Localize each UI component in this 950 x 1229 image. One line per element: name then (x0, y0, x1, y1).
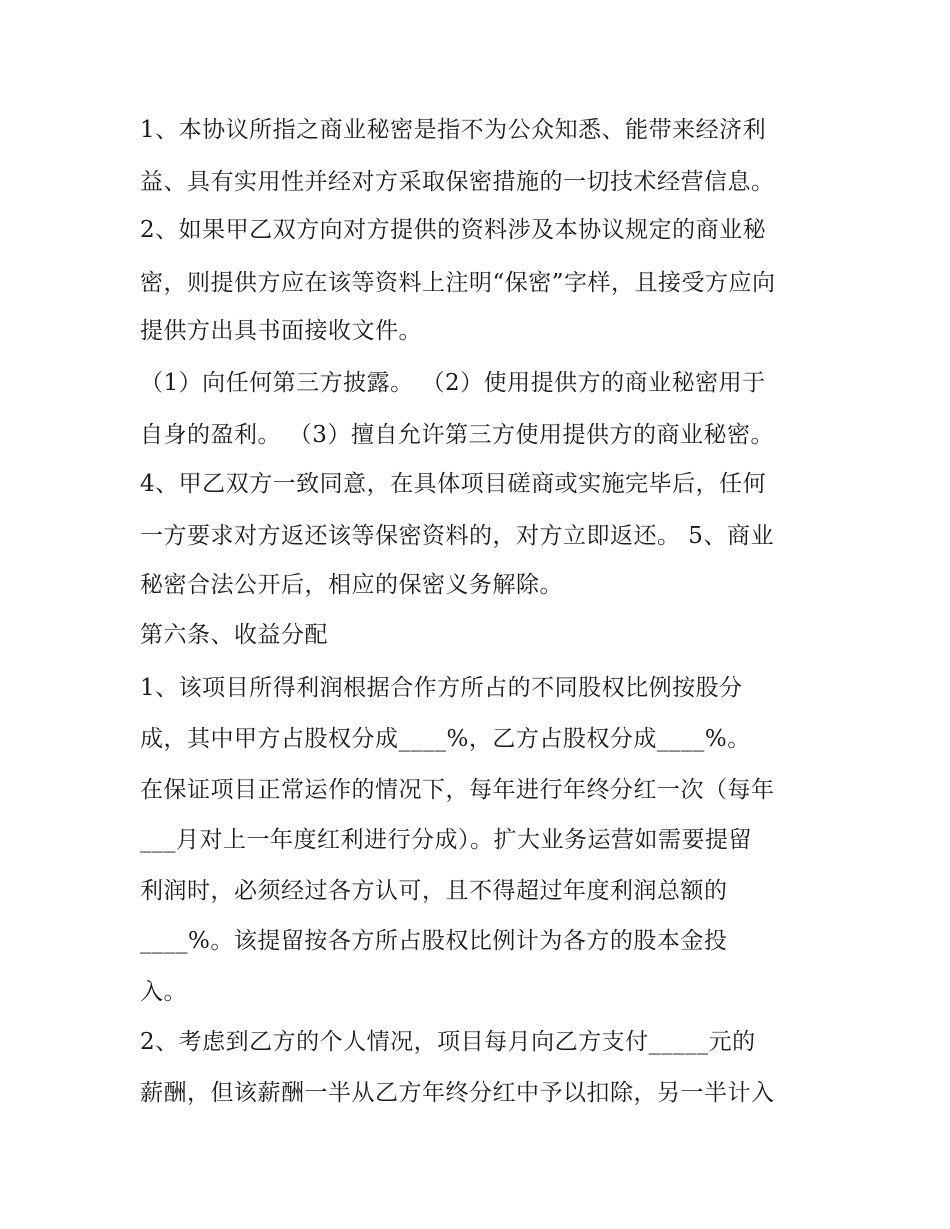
text-line: 1、该项目所得利润根据合作方所占的不同股权比例按股分 (140, 675, 743, 701)
text-line: 提供方出具书面接收文件。 (140, 318, 422, 344)
section-heading: 第六条、收益分配 (140, 622, 328, 648)
text-line: 一方要求对方返还该等保密资料的，对方立即返还。 5、商业 (140, 523, 774, 549)
text-line: ____%。该提留按各方所占股权比例计为各方的股本金投 (140, 928, 728, 954)
text-line: 薪酬，但该薪酬一半从乙方年终分红中予以扣除，另一半计入 (140, 1080, 775, 1106)
text-line: 4、甲乙双方一致同意，在具体项目磋商或实施完毕后，任何 (140, 471, 767, 497)
text-line: （1）向任何第三方披露。 （2）使用提供方的商业秘密用于 (140, 370, 766, 396)
text-line: ___月对上一年度红利进行分成）。扩大业务运营如需要提留 (140, 827, 752, 853)
text-line: 成，其中甲方占股权分成____%，乙方占股权分成____%。 (140, 726, 751, 752)
text-line: 秘密合法公开后，相应的保密义务解除。 (140, 572, 563, 598)
text-line: 2、考虑到乙方的个人情况，项目每月向乙方支付_____元的 (140, 1029, 756, 1055)
text-line: 1、本协议所指之商业秘密是指不为公众知悉、能带来经济利 (140, 117, 767, 143)
text-line: 自身的盈利。 （3）擅自允许第三方使用提供方的商业秘密。 (140, 422, 774, 448)
text-line: 益、具有实用性并经对方采取保密措施的一切技术经营信息。 (140, 169, 775, 195)
text-line: 入。 (140, 979, 187, 1005)
text-line: 利润时，必须经过各方认可，且不得超过年度利润总额的 (140, 878, 728, 904)
text-line: 2、如果甲乙双方向对方提供的资料涉及本协议规定的商业秘 (140, 217, 767, 243)
text-line: 在保证项目正常运作的情况下，每年进行年终分红一次（每年 (140, 777, 775, 803)
text-line: 密，则提供方应在该等资料上注明“保密”字样，且接受方应向 (140, 270, 776, 296)
